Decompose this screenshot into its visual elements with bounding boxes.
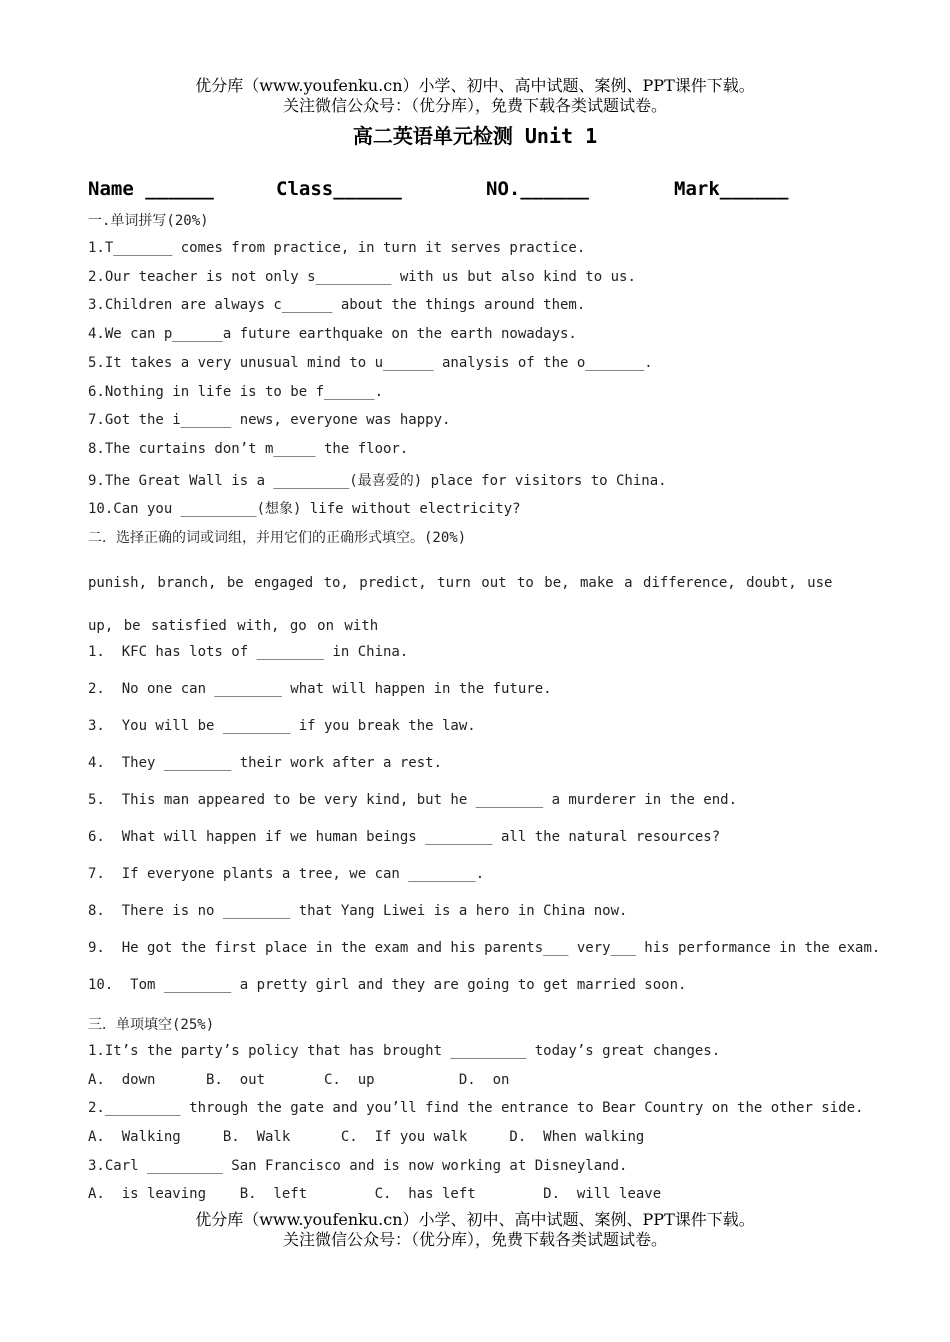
section-1-item: 6.Nothing in life is to be f______. bbox=[88, 384, 384, 400]
banner-line-2: 关注微信公众号：（优分库），免费下载各类试题试卷。 bbox=[282, 1230, 667, 1249]
section-1-item: 3.Children are always c______ about the things around them. bbox=[88, 297, 586, 313]
section-1-item: 1.T_______ comes from practice, in turn it serves practice. bbox=[88, 240, 586, 256]
section-1-item: 7.Got the i______ news, everyone was happy. bbox=[88, 412, 451, 428]
class-field: Class______ bbox=[276, 178, 402, 200]
section-2-heading: 二．选择正确的词或词组，并用它们的正确形式填空。(20%) bbox=[88, 530, 467, 546]
banner-line-1: 优分库（www.youfenku.cn）小学、初中、高中试题、案例、PPT课件下载。 bbox=[195, 1210, 755, 1229]
top-banner bbox=[0, 76, 950, 116]
section-2-item: 2. No one can ________ what will happen in the future. bbox=[88, 681, 552, 697]
student-info-row bbox=[0, 178, 950, 206]
section-2-item: 7. If everyone plants a tree, we can ________. bbox=[88, 866, 485, 882]
question-stem: 2._________ through the gate and you’ll find the entrance to Bear Country on the other side. bbox=[88, 1100, 864, 1116]
section-2-item: 8. There is no ________ that Yang Liwei is a hero in China now. bbox=[88, 903, 628, 919]
section-2-item: 1. KFC has lots of ________ in China. bbox=[88, 644, 409, 660]
question-stem: 3.Carl _________ San Francisco and is now working at Disneyland. bbox=[88, 1158, 628, 1174]
question-options: A. Walking B. Walk C. If you walk D. When walking bbox=[88, 1129, 645, 1145]
question-stem: 1.It’s the party’s policy that has brought _________ today’s great changes. bbox=[88, 1043, 721, 1059]
section-1-heading: 一.单词拼写(20%) bbox=[88, 213, 209, 229]
section-3-heading: 三．单项填空(25%) bbox=[88, 1017, 215, 1033]
section-2-item: 6. What will happen if we human beings ________ all the natural resources? bbox=[88, 829, 721, 845]
section-2-item: 9. He got the first place in the exam and his parents___ very___ his performance in the exam. bbox=[88, 940, 881, 956]
section-2-item: 10. Tom ________ a pretty girl and they are going to get married soon. bbox=[88, 977, 687, 993]
bottom-banner bbox=[0, 1210, 950, 1250]
section-1-item: 2.Our teacher is not only s_________ with us but also kind to us. bbox=[88, 269, 636, 285]
banner-line-2: 关注微信公众号：（优分库），免费下载各类试题试卷。 bbox=[282, 96, 667, 115]
section-2-item: 3. You will be ________ if you break the law. bbox=[88, 718, 476, 734]
question-options: A. down B. out C. up D. on bbox=[88, 1072, 510, 1088]
section-1-item: 10.Can you _________(想象) life without electricity? bbox=[88, 501, 521, 517]
banner-line-1: 优分库（www.youfenku.cn）小学、初中、高中试题、案例、PPT课件下载。 bbox=[195, 76, 755, 95]
mark-field: Mark______ bbox=[674, 178, 789, 200]
question-options: A. is leaving B. left C. has left D. will leave bbox=[88, 1186, 662, 1202]
number-field: NO.______ bbox=[486, 178, 589, 200]
section-1-item: 8.The curtains don’t m_____ the floor. bbox=[88, 441, 409, 457]
section-1-item: 4.We can p______a future earthquake on the earth nowadays. bbox=[88, 326, 577, 342]
section-1-item: 9.The Great Wall is a _________(最喜爱的) place for visitors to China. bbox=[88, 473, 667, 489]
exam-title: 高二英语单元检测 Unit 1 bbox=[352, 124, 598, 148]
section-2-item: 4. They ________ their work after a rest. bbox=[88, 755, 443, 771]
word-bank: punish, branch, be engaged to, predict, turn out to be, make a difference, doubt, use up, be satisfied with, go on with bbox=[88, 575, 833, 634]
name-field: Name ______ bbox=[88, 178, 214, 200]
section-2-item: 5. This man appeared to be very kind, but he ________ a murderer in the end. bbox=[88, 792, 738, 808]
section-1-item: 5.It takes a very unusual mind to u______ analysis of the o_______. bbox=[88, 355, 653, 371]
